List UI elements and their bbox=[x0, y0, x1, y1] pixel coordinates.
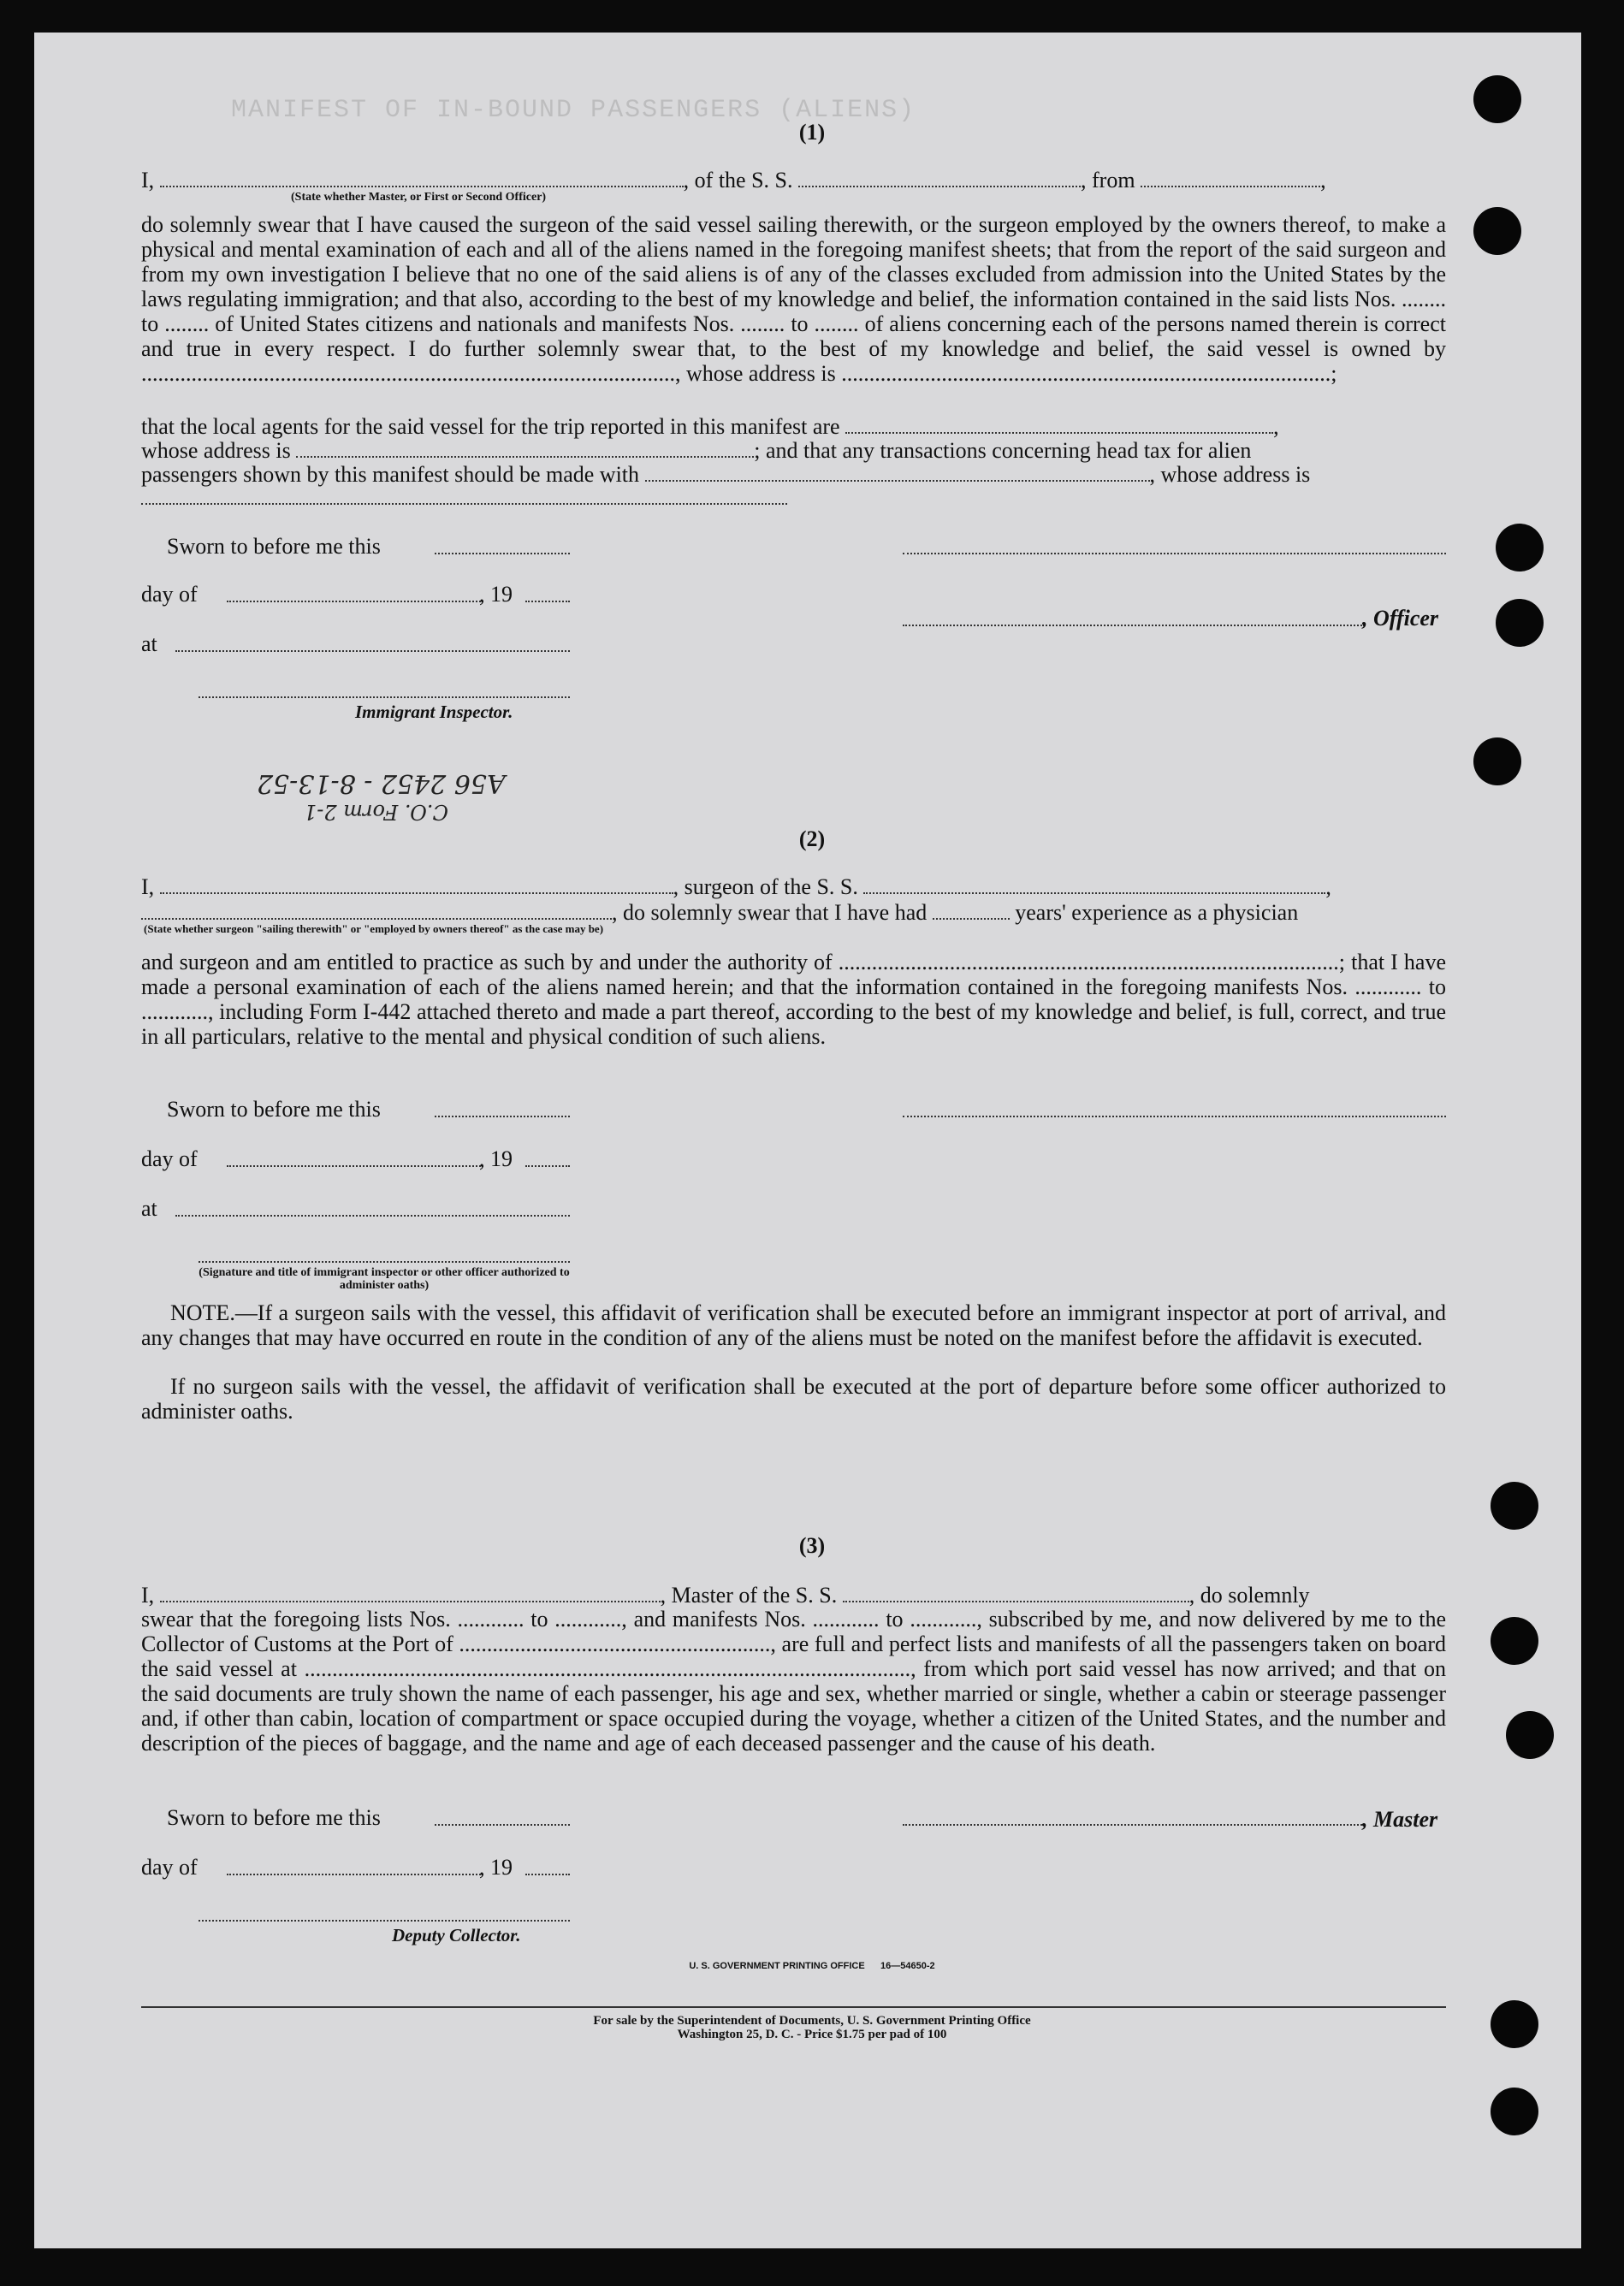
year-label-3: , 19 bbox=[479, 1855, 513, 1880]
master-vessel-field[interactable] bbox=[843, 1585, 1189, 1602]
master-signature-field[interactable] bbox=[903, 1824, 1365, 1826]
section-1-body: do solemnly swear that I have caused the surgeon of the said vessel sailing therewith, or the surgeon employed by the owners thereof, to make a physical and mental examination of each and all of the aliens named in the foregoing manifest sheets; that from the report of the said surgeon and from my own investigation I believe that no one of the said aliens is of any of the classes excluded from admission into the United States by the laws regulating immigration; and that also, according to the best of my knowledge and belief, the information contained in the said lists Nos. ........ to ........ of United States citizens and nationals and manifests Nos. ........ to ........ of aliens concerning each of the persons named therein is correct and true in every respect. I do further solemnly swear that, to the best of my knowledge and belief, the said vessel is owned by ................................................................................................, whose address is ........................................................................................; bbox=[141, 212, 1446, 386]
sworn-label-3: Sworn to before me this bbox=[167, 1805, 381, 1830]
deputy-collector-label: Deputy Collector. bbox=[392, 1925, 521, 1945]
footer-rule bbox=[141, 2006, 1446, 2008]
solemnly-swear-label: , do solemnly swear that I have had bbox=[612, 900, 928, 925]
year-field-3[interactable] bbox=[525, 1874, 570, 1875]
of-ss-label: , of the S. S. bbox=[683, 168, 793, 192]
month-field-3[interactable] bbox=[227, 1874, 483, 1875]
at-place-field-1[interactable] bbox=[175, 650, 570, 652]
section-3-oath-line bbox=[141, 1583, 1446, 1608]
master-of-ss-label: , Master of the S. S. bbox=[660, 1583, 838, 1608]
at-label-2: at bbox=[141, 1196, 157, 1221]
head-tax-label: ; and that any transactions concerning head tax for alien bbox=[754, 438, 1252, 463]
year-field-2[interactable] bbox=[525, 1165, 570, 1167]
surgeon-vessel-field[interactable] bbox=[863, 877, 1325, 894]
surgeon-caption: (State whether surgeon "sailing therewith" or "employed by owners thereof" as the case may be) bbox=[144, 922, 604, 935]
day-of-label-2: day of bbox=[141, 1146, 198, 1171]
sworn-date-field-2[interactable] bbox=[435, 1116, 570, 1117]
bleed-through-header: MANIFEST OF IN-BOUND PASSENGERS (ALIENS) bbox=[231, 96, 916, 125]
whose-address-is-label: , whose address is bbox=[1149, 462, 1311, 487]
binder-hole bbox=[1496, 524, 1544, 572]
note-label: NOTE. bbox=[170, 1300, 235, 1325]
whose-address-line bbox=[141, 438, 1446, 463]
year-label-2: , 19 bbox=[479, 1146, 513, 1171]
departure-port-field[interactable] bbox=[1141, 170, 1320, 187]
gpo-imprint: U. S. GOVERNMENT PRINTING OFFICE 16—54650-2 bbox=[689, 1961, 935, 1971]
surgeon-name-field[interactable] bbox=[160, 877, 673, 894]
section-2-number: (2) bbox=[798, 826, 826, 851]
officer-label: , Officer bbox=[1362, 606, 1439, 631]
at-place-field-2[interactable] bbox=[175, 1215, 570, 1217]
binder-hole bbox=[1491, 1482, 1538, 1530]
handwritten-annotation-2: C.O. Form 2-1 bbox=[304, 800, 448, 824]
binder-hole bbox=[1473, 207, 1521, 255]
years-experience-field[interactable] bbox=[933, 903, 1010, 920]
section-2-years-line bbox=[141, 900, 1446, 925]
agents-address-field[interactable] bbox=[296, 441, 754, 458]
binder-hole bbox=[1491, 2088, 1538, 2135]
month-field-2[interactable] bbox=[227, 1165, 483, 1167]
sale-notice-line-2: Washington 25, D. C. - Price $1.75 per pad of 100 bbox=[677, 2028, 947, 2041]
binder-hole bbox=[1473, 737, 1521, 785]
passengers-line bbox=[141, 462, 1446, 487]
sworn-label-2: Sworn to before me this bbox=[167, 1097, 381, 1122]
sale-notice-line-1: For sale by the Superintendent of Documents, U. S. Government Printing Office bbox=[593, 2014, 1031, 2028]
do-solemnly-label: , do solemnly bbox=[1188, 1583, 1310, 1608]
local-agents-field[interactable] bbox=[845, 417, 1273, 434]
years-experience-label: years' experience as a physician bbox=[1015, 900, 1299, 925]
handwritten-annotation-1: A56 2452 - 8-13-52 bbox=[257, 768, 506, 798]
binder-hole bbox=[1496, 599, 1544, 647]
section-3-body: swear that the foregoing lists Nos. ............ to ............, and manifests Nos. ............ to ............, subscribed by me, and now delivered by me to the Collector of Customs at the Port of ........................................................, are full and perfect lists and manifests of all the passengers taken on board the said vessel at ............................................................................................................., from which port said vessel has now arrived; and that on the said documents are truly shown the name of each passenger, his age and sex, whether married or single, whether a cabin or steerage passenger and, if other than cabin, location of compartment or space occupied during the voyage, whether a citizen of the United States, and the number and description of the pieces of baggage, and the name and age of each deceased passenger and the cause of his death. bbox=[141, 1607, 1446, 1756]
inspector-signature-field[interactable] bbox=[199, 696, 570, 698]
officer-name-field[interactable] bbox=[160, 170, 684, 187]
surgeon-capacity-field[interactable] bbox=[141, 903, 612, 920]
oath-i-label: I, bbox=[141, 168, 155, 192]
surgeon-signature-field[interactable] bbox=[903, 1116, 1446, 1117]
section-2-oath-line: I, , surgeon of the S. S. , bbox=[141, 874, 1331, 899]
binder-hole bbox=[1491, 1617, 1538, 1665]
section-1-oath-line: I, , of the S. S. , from , bbox=[141, 168, 1326, 192]
note-text-1: —If a surgeon sails with the vessel, this affidavit of verification shall be executed before an immigrant inspector at port of arrival, and any changes that may have occurred en route in the condition of any of the aliens must be noted on the manifest before the affidavit is executed. bbox=[141, 1300, 1446, 1350]
officer-signature-field[interactable] bbox=[903, 625, 1365, 626]
at-label-1: at bbox=[141, 631, 157, 656]
vessel-name-field[interactable] bbox=[798, 170, 1081, 187]
head-tax-agent-field[interactable] bbox=[645, 465, 1150, 482]
surgeon-of-ss-label: , surgeon of the S. S. bbox=[673, 874, 858, 899]
officer-caption: (State whether Master, or First or Second Officer) bbox=[291, 191, 547, 204]
year-field-1[interactable] bbox=[525, 601, 570, 602]
oath-i-label-3: I, bbox=[141, 1583, 155, 1608]
oath-i-label-2: I, bbox=[141, 874, 155, 899]
collector-signature-field[interactable] bbox=[199, 1920, 570, 1922]
authorized-officer-signature-field[interactable] bbox=[199, 1261, 570, 1263]
agents-line: that the local agents for the said vessel for the trip reported in this manifest are , bbox=[141, 414, 1279, 439]
from-label: , from bbox=[1081, 168, 1135, 192]
sworn-date-field-3[interactable] bbox=[435, 1824, 570, 1826]
binder-hole bbox=[1506, 1711, 1554, 1759]
note-paragraph-2: If no surgeon sails with the vessel, the affidavit of verification shall be executed at the port of departure before some officer authorized to administer oaths. bbox=[141, 1374, 1446, 1424]
day-of-label-3: day of bbox=[141, 1855, 198, 1880]
master-label: , Master bbox=[1362, 1807, 1438, 1832]
binder-hole bbox=[1473, 75, 1521, 123]
immigrant-inspector-label: Immigrant Inspector. bbox=[355, 702, 513, 722]
passengers-label: passengers shown by this manifest should be made with bbox=[141, 462, 640, 487]
section-1-number: (1) bbox=[798, 120, 826, 145]
note-paragraph-1 bbox=[141, 1300, 1446, 1350]
sworn-label-1: Sworn to before me this bbox=[167, 534, 381, 559]
whose-address-label: whose address is bbox=[141, 438, 291, 463]
day-of-label-1: day of bbox=[141, 582, 198, 607]
month-field-1[interactable] bbox=[227, 601, 483, 602]
master-name-field[interactable] bbox=[160, 1585, 661, 1602]
section-3-number: (3) bbox=[798, 1533, 826, 1558]
section-2-body: and surgeon and am entitled to practice as such by and under the authority of ..........................................................................................; that I have made a personal examination of each of the aliens named herein; and that the information contained in the foregoing manifests Nos. ............ to ............, including Form I-442 attached thereto and made a part thereof, according to the best of my knowledge and belief, is full, correct, and true in all particulars, relative to the mental and physical condition of such aliens. bbox=[141, 950, 1446, 1049]
officer-signature-top-1[interactable] bbox=[903, 553, 1446, 554]
sworn-date-field-1[interactable] bbox=[435, 553, 570, 554]
year-label-1: , 19 bbox=[479, 582, 513, 607]
address-continuation-field[interactable] bbox=[141, 503, 787, 505]
agents-label: that the local agents for the said vessel for the trip reported in this manifest are bbox=[141, 414, 840, 439]
authorized-officer-caption: (Signature and title of immigrant inspector or other officer authorized to administer oaths) bbox=[199, 1266, 570, 1292]
